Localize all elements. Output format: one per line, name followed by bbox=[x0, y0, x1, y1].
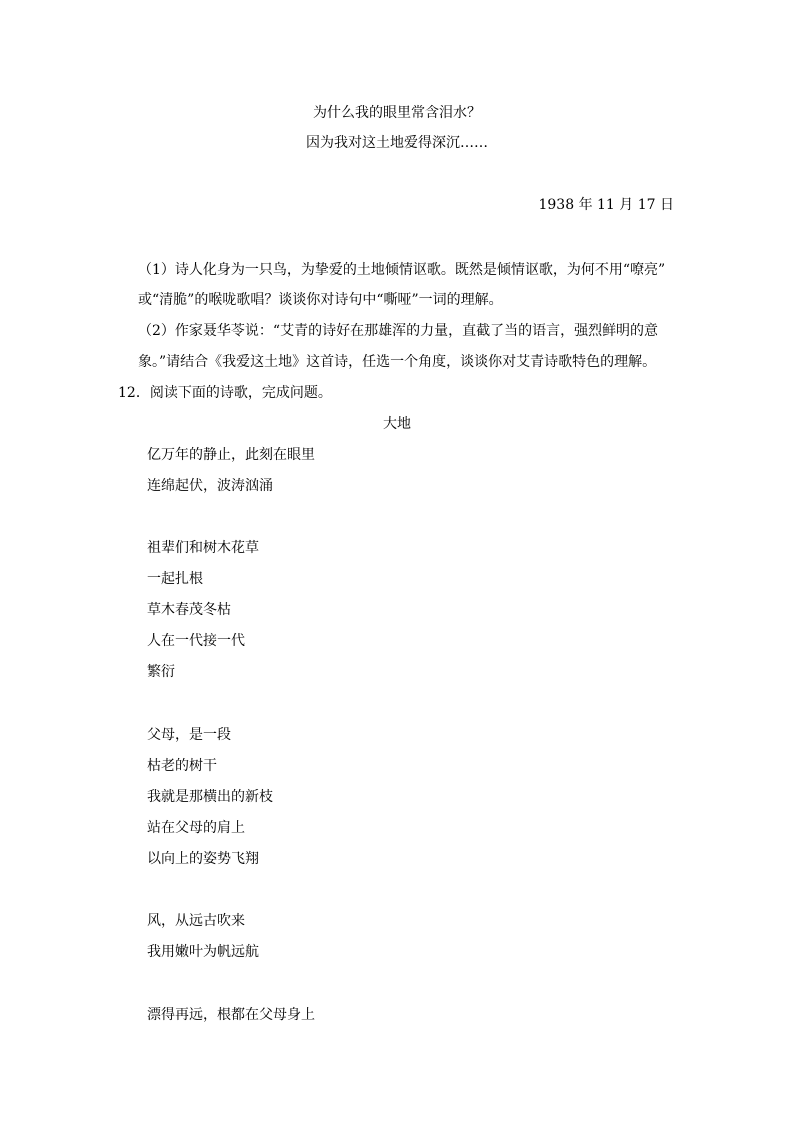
poem-line: 父母，是一段 bbox=[147, 727, 231, 743]
poem-line: 人在一代接一代 bbox=[147, 633, 245, 649]
poem-line: 为什么我的眼里常含泪水？ bbox=[313, 105, 481, 121]
poem-line: 枯老的树干 bbox=[147, 758, 217, 774]
poem-line: 以向上的姿势飞翔 bbox=[147, 851, 259, 867]
question-11-part-1: （1）诗人化身为一只鸟，为挚爱的土地倾情讴歌。既然是倾情讴歌，为何不用“嘹亮” bbox=[138, 262, 666, 278]
poem-line: 站在父母的肩上 bbox=[147, 820, 245, 836]
poem-line: 我就是那横出的新枝 bbox=[147, 789, 273, 805]
poem-line: 连绵起伏，波涛汹涌 bbox=[147, 478, 273, 494]
poem-line: 一起扎根 bbox=[147, 571, 203, 587]
poem-line: 繁衍 bbox=[147, 664, 175, 680]
poem-line: 因为我对这土地爱得深沉…… bbox=[306, 135, 488, 151]
poem-line: 漂得再远，根都在父母身上 bbox=[147, 1007, 315, 1023]
poem-line: 草木春茂冬枯 bbox=[147, 602, 231, 618]
poem-line: 我用嫩叶为帆远航 bbox=[147, 944, 259, 960]
poem-date: 1938 年 11 月 17 日 bbox=[538, 197, 674, 213]
question-12-prompt: 12．阅读下面的诗歌，完成问题。 bbox=[118, 385, 332, 401]
poem-title: 大地 bbox=[383, 416, 411, 432]
question-11-part-1-cont: 或“清脆”的喉咙歌唱？谈谈你对诗句中“嘶哑”一词的理解。 bbox=[138, 292, 503, 308]
poem-line: 祖辈们和树木花草 bbox=[147, 540, 259, 556]
question-11-part-2: （2）作家聂华苓说：“艾青的诗好在那雄浑的力量，直截了当的语言，强烈鲜明的意 bbox=[138, 323, 659, 339]
poem-line: 亿万年的静止，此刻在眼里 bbox=[147, 447, 315, 463]
poem-line: 风，从远古吹来 bbox=[147, 913, 245, 929]
question-11-part-2-cont: 象。”请结合《我爱这土地》这首诗，任选一个角度，谈谈你对艾青诗歌特色的理解。 bbox=[138, 354, 657, 370]
